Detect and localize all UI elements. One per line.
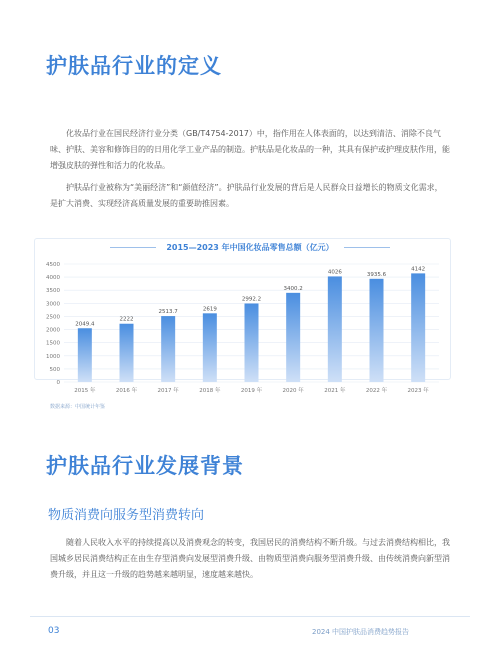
subsection-title: 物质消费向服务型消费转向 [48, 508, 205, 523]
x-tick-label: 2015 年 [74, 388, 96, 394]
y-tick-label: 1000 [46, 353, 60, 360]
bar [370, 279, 384, 382]
x-axis-ticks [74, 386, 429, 394]
bar [411, 273, 425, 382]
y-tick-label: 3000 [46, 301, 60, 308]
x-tick-label: 2023 年 [407, 388, 429, 394]
bar [203, 313, 217, 382]
bar [245, 304, 259, 382]
y-tick-label: 4000 [46, 275, 60, 282]
y-tick-label: 4500 [46, 262, 60, 268]
data-label: 2619 [202, 306, 217, 313]
y-tick-label: 3500 [46, 288, 60, 295]
economy-paragraph: 护肤品行业被称为“美丽经济”和“颜值经济”。护肤品行业发展的背后是人民群众日益增长的物质文化需求，是扩大消费、实现经济高质量发展的重要助推因素。 [50, 183, 443, 208]
page-number: 03 [48, 626, 60, 636]
y-tick-label: 1500 [46, 340, 60, 347]
data-label: 2513.7 [158, 309, 178, 316]
bar [120, 324, 134, 382]
x-tick-label: 2019 年 [240, 388, 263, 394]
bars [78, 273, 425, 382]
x-tick-label: 2021 年 [324, 388, 346, 394]
y-axis-ticks [46, 262, 61, 386]
bar [328, 276, 342, 382]
title-rule-left [110, 247, 156, 248]
x-tick-label: 2016 年 [115, 388, 138, 394]
x-tick-label: 2017 年 [157, 388, 179, 394]
data-label: 2222 [119, 316, 134, 323]
y-tick-label: 0 [56, 380, 60, 386]
data-source-note: 数据来源：中国统计年鉴 [50, 404, 106, 410]
data-label: 3400.2 [283, 285, 303, 292]
definition-paragraph: 化妆品行业在国民经济行业分类（GB/T4754-2017）中，指作用在人体表面的，以达到清洁、消除不良气味、护肤、美容和修饰目的的日用化学工业产品的制造。护肤品是化妆品的一种，其具有保护或护理皮肤作用，能增强皮肤的弹性和活力的化妆品。 [50, 129, 450, 170]
x-tick-label: 2020 年 [282, 388, 304, 394]
consumption-paragraph: 随着人民收入水平的持续提高以及消费观念的转变，我国居民的消费结构不断升级。与过去消费结构相比，我国城乡居民消费结构正在由生存型消费向发展型消费升级、由物质型消费向服务型消费升级、由传统消费向新型消费升级，并且这一升级的趋势越来越明显，速度越来越快。 [50, 538, 450, 579]
report-title: 2024 中国护肤品消费趋势报告 [312, 628, 410, 636]
bar [78, 328, 92, 382]
footer-divider [30, 616, 470, 617]
data-label: 4026 [327, 269, 342, 276]
chart-title: 2015—2023 年中国化妆品零售总额（亿元） [166, 242, 334, 252]
y-tick-label: 2000 [46, 327, 60, 334]
page-title: 护肤品行业的定义 [46, 54, 222, 78]
data-label: 2049.4 [75, 321, 95, 328]
data-label: 2992.2 [241, 296, 262, 303]
y-tick-label: 2500 [46, 314, 60, 321]
title-rule-right [344, 247, 390, 248]
chart-header [0, 240, 500, 254]
x-tick-label: 2018 年 [199, 388, 221, 394]
section-title: 护肤品行业发展背景 [46, 454, 244, 478]
data-label: 3935.6 [366, 271, 387, 278]
y-tick-label: 500 [49, 366, 60, 373]
x-tick-label: 2022 年 [365, 388, 388, 394]
bar [161, 316, 175, 382]
data-label: 4142 [411, 266, 426, 273]
bar [286, 293, 300, 382]
retail-sales-bar-chart [34, 256, 449, 398]
